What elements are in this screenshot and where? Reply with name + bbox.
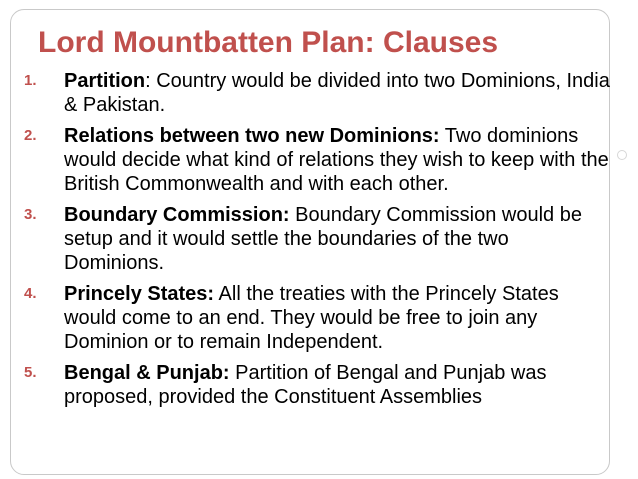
clause-item-3 <box>24 203 614 275</box>
clause-item-5 <box>24 361 614 409</box>
clause-number: 1. <box>24 72 37 89</box>
clause-text: All the treaties with the Princely States would come to an end. They would be free to join any Dominion or to remain Independent. <box>64 283 559 353</box>
clause-number: 5. <box>24 364 37 381</box>
clause-heading: Relations between two new Dominions: <box>64 125 440 147</box>
clause-number: 4. <box>24 285 37 302</box>
clause-text: : Country would be divided into two Dominions, India & Pakistan. <box>64 70 610 116</box>
clause-heading: Boundary Commission: <box>64 204 290 226</box>
clause-text: Two dominions would decide what kind of relations they wish to keep with the British Commonwealth and with each other. <box>64 125 609 195</box>
decorative-circle <box>617 150 627 160</box>
clause-number: 3. <box>24 206 37 223</box>
clause-item-2 <box>24 124 614 196</box>
clause-item-4 <box>24 282 614 354</box>
clause-text: Boundary Commission would be setup and it would settle the boundaries of the two Dominions. <box>64 204 582 274</box>
slide-title: Lord Mountbatten Plan: Clauses <box>38 26 499 59</box>
clause-heading: Princely States: <box>64 283 215 305</box>
clause-heading: Bengal & Punjab: <box>64 362 230 384</box>
clause-number: 2. <box>24 127 37 144</box>
clause-text: Partition of Bengal and Punjab was proposed, provided the Constituent Assemblies <box>64 362 547 408</box>
clause-item-1 <box>24 69 614 117</box>
clause-list <box>24 69 614 416</box>
clause-heading: Partition <box>64 70 146 92</box>
